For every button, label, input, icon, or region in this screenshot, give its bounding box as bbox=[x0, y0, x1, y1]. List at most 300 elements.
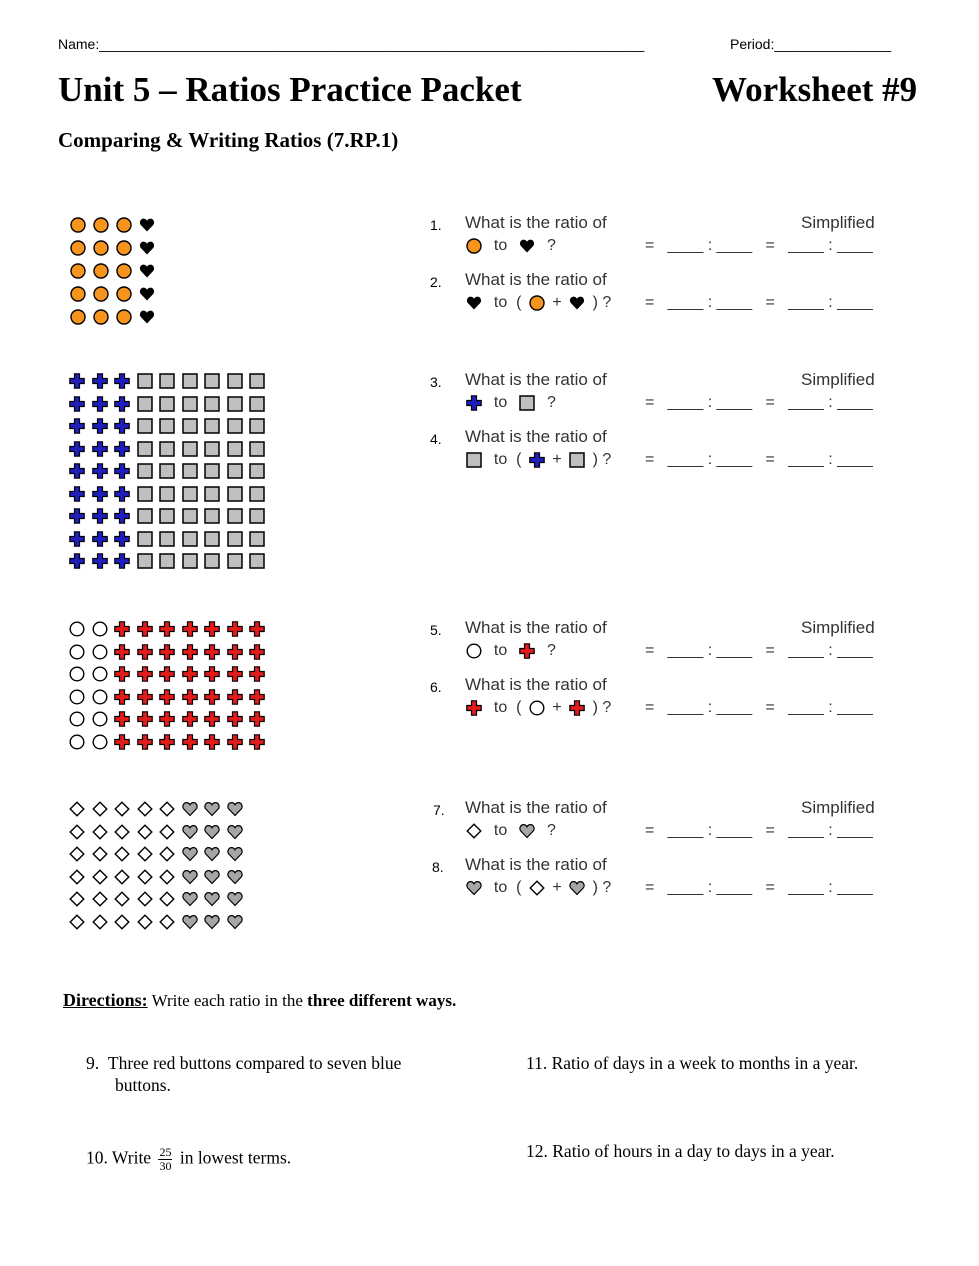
problem-9-text-2: buttons. bbox=[115, 1075, 171, 1095]
question-number: 6. bbox=[430, 679, 442, 695]
problem-11: 11. Ratio of days in a week to months in a year. bbox=[526, 1053, 859, 1073]
gray-square-icon bbox=[224, 505, 247, 528]
blue-cross-icon bbox=[111, 393, 134, 416]
orange-circle-icon bbox=[66, 282, 89, 305]
white-diamond-icon bbox=[111, 821, 134, 844]
gray-heart-icon bbox=[179, 866, 202, 889]
orange-circle-icon bbox=[112, 305, 135, 328]
red-cross-icon bbox=[246, 686, 269, 709]
white-diamond-icon bbox=[134, 821, 157, 844]
red-cross-icon bbox=[111, 708, 134, 731]
gray-heart-icon bbox=[201, 888, 224, 911]
orange-circle-icon bbox=[66, 236, 89, 259]
gray-square-icon bbox=[134, 415, 157, 438]
simplified-label: Simplified bbox=[801, 370, 875, 389]
simplified-label: Simplified bbox=[801, 213, 875, 232]
white-diamond-icon bbox=[156, 821, 179, 844]
orange-circle-icon bbox=[112, 236, 135, 259]
white-circle-icon bbox=[89, 663, 112, 686]
black-heart-icon bbox=[566, 295, 588, 311]
gray-square-icon bbox=[134, 483, 157, 506]
white-diamond-icon bbox=[156, 798, 179, 821]
gray-square-icon bbox=[156, 393, 179, 416]
red-cross-icon bbox=[134, 686, 157, 709]
symbol-group-1 bbox=[66, 213, 158, 328]
gray-heart-icon bbox=[201, 821, 224, 844]
black-heart-icon bbox=[135, 305, 158, 328]
question-symbols bbox=[463, 699, 611, 717]
red-cross-icon bbox=[111, 731, 134, 754]
q-plus: + bbox=[552, 451, 562, 468]
q-to: to bbox=[493, 451, 508, 468]
white-diamond-icon bbox=[111, 911, 134, 934]
red-cross-icon bbox=[201, 731, 224, 754]
page-title: Unit 5 – Ratios Practice Packet bbox=[58, 70, 522, 109]
question-prompt: What is the ratio of bbox=[465, 798, 607, 817]
orange-circle-icon bbox=[89, 259, 112, 282]
white-diamond-icon bbox=[111, 866, 134, 889]
problem-9-number: 9. bbox=[86, 1053, 100, 1073]
white-diamond-icon bbox=[156, 888, 179, 911]
gray-heart-icon bbox=[224, 866, 247, 889]
blue-cross-icon bbox=[66, 550, 89, 573]
blue-cross-icon bbox=[89, 550, 112, 573]
answer-blanks[interactable]: = ____ : ____ = ____ : ____ bbox=[645, 822, 873, 839]
white-circle-icon bbox=[89, 708, 112, 731]
problem-10 bbox=[86, 1146, 291, 1173]
q-open-paren: ( bbox=[516, 451, 522, 468]
blue-cross-icon bbox=[89, 393, 112, 416]
gray-square-icon bbox=[179, 483, 202, 506]
answer-blanks[interactable]: = ____ : ____ = ____ : ____ bbox=[645, 642, 873, 659]
gray-square-icon bbox=[201, 438, 224, 461]
gray-square-icon bbox=[201, 528, 224, 551]
problem-10-prefix: 10. Write bbox=[86, 1147, 152, 1168]
gray-square-icon bbox=[156, 550, 179, 573]
gray-square-icon bbox=[179, 550, 202, 573]
white-diamond-icon bbox=[66, 798, 89, 821]
gray-heart-icon bbox=[201, 798, 224, 821]
gray-square-icon bbox=[201, 505, 224, 528]
gray-heart-icon bbox=[224, 843, 247, 866]
gray-square-icon bbox=[134, 505, 157, 528]
blue-cross-icon bbox=[89, 528, 112, 551]
orange-circle-icon bbox=[112, 213, 135, 236]
answer-blanks[interactable]: = ____ : ____ = ____ : ____ bbox=[645, 879, 873, 896]
gray-square-icon bbox=[201, 393, 224, 416]
blue-cross-icon bbox=[89, 370, 112, 393]
directions-text: Write each ratio in the bbox=[151, 991, 303, 1010]
problem-9-cont bbox=[115, 1074, 171, 1096]
question-number: 8. bbox=[432, 859, 444, 875]
red-cross-icon bbox=[179, 641, 202, 664]
gray-heart-icon bbox=[179, 798, 202, 821]
gray-square-icon bbox=[201, 415, 224, 438]
red-cross-icon bbox=[179, 731, 202, 754]
gray-square-icon bbox=[134, 550, 157, 573]
red-cross-icon bbox=[224, 663, 247, 686]
black-heart-icon bbox=[516, 238, 538, 254]
white-diamond-icon bbox=[111, 888, 134, 911]
gray-square-icon bbox=[134, 438, 157, 461]
gray-heart-icon bbox=[179, 888, 202, 911]
gray-square-icon bbox=[156, 505, 179, 528]
q-close-q: ) ? bbox=[592, 699, 612, 716]
question-symbols bbox=[463, 642, 556, 660]
simplified-label: Simplified bbox=[801, 618, 875, 637]
gray-square-icon bbox=[179, 393, 202, 416]
gray-square-icon bbox=[246, 415, 269, 438]
question-number: 5. bbox=[430, 622, 442, 638]
gray-square-icon bbox=[179, 415, 202, 438]
red-cross-icon bbox=[156, 708, 179, 731]
q-open-paren: ( bbox=[516, 699, 522, 716]
gray-heart-icon bbox=[463, 880, 485, 896]
white-circle-icon bbox=[89, 618, 112, 641]
gray-square-icon bbox=[179, 505, 202, 528]
black-heart-icon bbox=[135, 282, 158, 305]
gray-heart-icon bbox=[179, 911, 202, 934]
black-heart-icon bbox=[463, 295, 485, 311]
white-circle-icon bbox=[66, 641, 89, 664]
answer-blanks[interactable]: = ____ : ____ = ____ : ____ bbox=[645, 699, 873, 716]
red-cross-icon bbox=[246, 618, 269, 641]
q-to: to bbox=[493, 699, 508, 716]
gray-heart-icon bbox=[224, 821, 247, 844]
red-cross-icon bbox=[134, 663, 157, 686]
q-to: to bbox=[493, 294, 508, 311]
white-circle-icon bbox=[66, 663, 89, 686]
gray-square-icon bbox=[156, 438, 179, 461]
red-cross-icon bbox=[566, 700, 588, 716]
gray-square-icon bbox=[156, 528, 179, 551]
gray-square-icon bbox=[224, 438, 247, 461]
blue-cross-icon bbox=[111, 370, 134, 393]
red-cross-icon bbox=[111, 663, 134, 686]
gray-square-icon bbox=[224, 550, 247, 573]
problem-12: 12. Ratio of hours in a day to days in a year. bbox=[526, 1141, 835, 1161]
red-cross-icon bbox=[201, 708, 224, 731]
orange-circle-icon bbox=[112, 259, 135, 282]
question-symbols bbox=[463, 394, 556, 412]
blue-cross-icon bbox=[111, 483, 134, 506]
red-cross-icon bbox=[246, 731, 269, 754]
red-cross-icon bbox=[246, 663, 269, 686]
question-prompt: What is the ratio of bbox=[465, 855, 607, 874]
q-q-mark: ? bbox=[547, 642, 556, 659]
blue-cross-icon bbox=[89, 505, 112, 528]
red-cross-icon bbox=[156, 686, 179, 709]
q-plus: + bbox=[552, 699, 562, 716]
symbol-group-4 bbox=[66, 798, 246, 933]
white-circle-icon bbox=[526, 700, 548, 716]
white-circle-icon bbox=[66, 731, 89, 754]
white-diamond-icon bbox=[89, 821, 112, 844]
gray-square-icon bbox=[566, 452, 588, 468]
black-heart-icon bbox=[135, 236, 158, 259]
q-plus: + bbox=[552, 294, 562, 311]
gray-square-icon bbox=[179, 438, 202, 461]
black-heart-icon bbox=[135, 259, 158, 282]
page-subtitle: Comparing & Writing Ratios (7.RP.1) bbox=[58, 128, 399, 152]
white-circle-icon bbox=[463, 643, 485, 659]
red-cross-icon bbox=[111, 641, 134, 664]
question-number: 2. bbox=[430, 274, 442, 290]
blue-cross-icon bbox=[66, 505, 89, 528]
gray-square-icon bbox=[246, 438, 269, 461]
orange-circle-icon bbox=[89, 305, 112, 328]
red-cross-icon bbox=[246, 708, 269, 731]
question-prompt: What is the ratio of bbox=[465, 618, 607, 637]
question-symbols bbox=[463, 237, 556, 255]
blue-cross-icon bbox=[89, 483, 112, 506]
blue-cross-icon bbox=[111, 415, 134, 438]
gray-square-icon bbox=[179, 370, 202, 393]
red-cross-icon bbox=[201, 663, 224, 686]
q-to: to bbox=[493, 394, 508, 411]
blue-cross-icon bbox=[111, 505, 134, 528]
q-close-q: ) ? bbox=[592, 294, 612, 311]
gray-heart-icon bbox=[224, 798, 247, 821]
red-cross-icon bbox=[134, 641, 157, 664]
red-cross-icon bbox=[156, 618, 179, 641]
answer-blanks[interactable]: = ____ : ____ = ____ : ____ bbox=[645, 451, 873, 468]
orange-circle-icon bbox=[89, 236, 112, 259]
symbol-group-3 bbox=[66, 618, 269, 753]
period-field[interactable]: Period:_______________ bbox=[730, 36, 892, 52]
question-prompt: What is the ratio of bbox=[465, 427, 607, 446]
blue-cross-icon bbox=[463, 395, 485, 411]
gray-heart-icon bbox=[516, 823, 538, 839]
q-to: to bbox=[493, 642, 508, 659]
orange-circle-icon bbox=[66, 213, 89, 236]
blue-cross-icon bbox=[66, 438, 89, 461]
directions-label: Directions: bbox=[63, 990, 148, 1010]
gray-square-icon bbox=[134, 528, 157, 551]
white-diamond-icon bbox=[156, 866, 179, 889]
red-cross-icon bbox=[201, 686, 224, 709]
question-number: 4. bbox=[430, 431, 442, 447]
white-diamond-icon bbox=[89, 798, 112, 821]
blue-cross-icon bbox=[66, 460, 89, 483]
gray-square-icon bbox=[201, 483, 224, 506]
white-diamond-icon bbox=[111, 843, 134, 866]
gray-heart-icon bbox=[201, 843, 224, 866]
gray-heart-icon bbox=[566, 880, 588, 896]
red-cross-icon bbox=[201, 641, 224, 664]
symbol-group-2 bbox=[66, 370, 269, 573]
worksheet-number: Worksheet #9 bbox=[712, 70, 918, 109]
gray-square-icon bbox=[246, 370, 269, 393]
blue-cross-icon bbox=[66, 393, 89, 416]
question-symbols bbox=[463, 822, 556, 840]
white-diamond-icon bbox=[134, 866, 157, 889]
gray-square-icon bbox=[179, 528, 202, 551]
gray-square-icon bbox=[246, 483, 269, 506]
problem-10-suffix: in lowest terms. bbox=[179, 1147, 292, 1168]
gray-square-icon bbox=[134, 460, 157, 483]
question-symbols bbox=[463, 451, 611, 469]
orange-circle-icon bbox=[112, 282, 135, 305]
white-diamond-icon bbox=[89, 866, 112, 889]
problem-9 bbox=[86, 1052, 401, 1074]
blue-cross-icon bbox=[89, 415, 112, 438]
red-cross-icon bbox=[156, 663, 179, 686]
q-close-q: ) ? bbox=[592, 879, 612, 896]
white-circle-icon bbox=[89, 641, 112, 664]
blue-cross-icon bbox=[66, 415, 89, 438]
gray-square-icon bbox=[201, 550, 224, 573]
red-cross-icon bbox=[134, 618, 157, 641]
answer-blanks[interactable]: = ____ : ____ = ____ : ____ bbox=[645, 394, 873, 411]
blue-cross-icon bbox=[111, 438, 134, 461]
gray-square-icon bbox=[156, 460, 179, 483]
white-diamond-icon bbox=[66, 911, 89, 934]
white-diamond-icon bbox=[526, 880, 548, 896]
q-open-paren: ( bbox=[516, 879, 522, 896]
gray-square-icon bbox=[246, 528, 269, 551]
white-circle-icon bbox=[66, 686, 89, 709]
gray-heart-icon bbox=[224, 888, 247, 911]
blue-cross-icon bbox=[89, 460, 112, 483]
red-cross-icon bbox=[224, 708, 247, 731]
orange-circle-icon bbox=[463, 238, 485, 254]
red-cross-icon bbox=[224, 686, 247, 709]
gray-square-icon bbox=[179, 460, 202, 483]
q-open-paren: ( bbox=[516, 294, 522, 311]
gray-heart-icon bbox=[179, 821, 202, 844]
fraction-numerator: 25 bbox=[159, 1145, 172, 1159]
directions bbox=[63, 990, 456, 1011]
white-diamond-icon bbox=[134, 911, 157, 934]
gray-heart-icon bbox=[224, 911, 247, 934]
gray-square-icon bbox=[246, 460, 269, 483]
gray-square-icon bbox=[156, 370, 179, 393]
gray-square-icon bbox=[201, 370, 224, 393]
red-cross-icon bbox=[179, 663, 202, 686]
blue-cross-icon bbox=[66, 483, 89, 506]
q-to: to bbox=[493, 822, 508, 839]
q-q-mark: ? bbox=[547, 822, 556, 839]
white-diamond-icon bbox=[89, 843, 112, 866]
orange-circle-icon bbox=[89, 282, 112, 305]
red-cross-icon bbox=[224, 731, 247, 754]
white-diamond-icon bbox=[66, 821, 89, 844]
name-field[interactable]: Name:______________________________________________________________________ bbox=[58, 36, 645, 52]
red-cross-icon bbox=[516, 643, 538, 659]
white-diamond-icon bbox=[156, 911, 179, 934]
gray-square-icon bbox=[246, 550, 269, 573]
q-q-mark: ? bbox=[547, 394, 556, 411]
red-cross-icon bbox=[134, 708, 157, 731]
question-number: 3. bbox=[430, 374, 442, 390]
q-to: to bbox=[493, 237, 508, 254]
directions-bold: three different ways. bbox=[307, 991, 457, 1010]
red-cross-icon bbox=[111, 686, 134, 709]
blue-cross-icon bbox=[89, 438, 112, 461]
blue-cross-icon bbox=[526, 452, 548, 468]
white-diamond-icon bbox=[156, 843, 179, 866]
question-prompt: What is the ratio of bbox=[465, 675, 607, 694]
orange-circle-icon bbox=[66, 305, 89, 328]
gray-heart-icon bbox=[201, 866, 224, 889]
gray-square-icon bbox=[224, 460, 247, 483]
question-number: 1. bbox=[430, 217, 442, 233]
question-symbols bbox=[463, 294, 611, 312]
red-cross-icon bbox=[179, 686, 202, 709]
problem-9-text-1: Three red buttons compared to seven blue bbox=[107, 1053, 402, 1073]
gray-square-icon bbox=[156, 415, 179, 438]
white-diamond-icon bbox=[66, 843, 89, 866]
red-cross-icon bbox=[463, 700, 485, 716]
black-heart-icon bbox=[135, 213, 158, 236]
simplified-label: Simplified bbox=[801, 798, 875, 817]
white-diamond-icon bbox=[111, 798, 134, 821]
gray-square-icon bbox=[134, 370, 157, 393]
white-circle-icon bbox=[66, 708, 89, 731]
answer-blanks[interactable]: = ____ : ____ = ____ : ____ bbox=[645, 294, 873, 311]
gray-square-icon bbox=[516, 395, 538, 411]
white-circle-icon bbox=[66, 618, 89, 641]
orange-circle-icon bbox=[66, 259, 89, 282]
question-prompt: What is the ratio of bbox=[465, 213, 607, 232]
gray-square-icon bbox=[246, 505, 269, 528]
q-q-mark: ? bbox=[547, 237, 556, 254]
blue-cross-icon bbox=[111, 460, 134, 483]
white-diamond-icon bbox=[66, 888, 89, 911]
red-cross-icon bbox=[111, 618, 134, 641]
answer-blanks[interactable]: = ____ : ____ = ____ : ____ bbox=[645, 237, 873, 254]
white-diamond-icon bbox=[89, 888, 112, 911]
red-cross-icon bbox=[179, 708, 202, 731]
gray-heart-icon bbox=[201, 911, 224, 934]
orange-circle-icon bbox=[89, 213, 112, 236]
q-to: to bbox=[493, 879, 508, 896]
orange-circle-icon bbox=[526, 295, 548, 311]
gray-square-icon bbox=[156, 483, 179, 506]
fraction-denominator: 30 bbox=[159, 1159, 172, 1173]
red-cross-icon bbox=[224, 618, 247, 641]
white-diamond-icon bbox=[89, 911, 112, 934]
gray-square-icon bbox=[224, 528, 247, 551]
q-plus: + bbox=[552, 879, 562, 896]
white-diamond-icon bbox=[463, 823, 485, 839]
gray-square-icon bbox=[134, 393, 157, 416]
blue-cross-icon bbox=[66, 370, 89, 393]
red-cross-icon bbox=[156, 641, 179, 664]
blue-cross-icon bbox=[111, 528, 134, 551]
gray-square-icon bbox=[246, 393, 269, 416]
gray-square-icon bbox=[224, 483, 247, 506]
gray-square-icon bbox=[463, 452, 485, 468]
gray-heart-icon bbox=[179, 843, 202, 866]
q-close-q: ) ? bbox=[592, 451, 612, 468]
gray-square-icon bbox=[201, 460, 224, 483]
white-circle-icon bbox=[89, 686, 112, 709]
white-diamond-icon bbox=[134, 888, 157, 911]
red-cross-icon bbox=[156, 731, 179, 754]
question-prompt: What is the ratio of bbox=[465, 370, 607, 389]
red-cross-icon bbox=[224, 641, 247, 664]
fraction-25-30 bbox=[158, 1146, 172, 1173]
gray-square-icon bbox=[224, 415, 247, 438]
gray-square-icon bbox=[224, 370, 247, 393]
red-cross-icon bbox=[179, 618, 202, 641]
question-number: 7. bbox=[433, 802, 445, 818]
blue-cross-icon bbox=[111, 550, 134, 573]
white-diamond-icon bbox=[134, 843, 157, 866]
red-cross-icon bbox=[246, 641, 269, 664]
